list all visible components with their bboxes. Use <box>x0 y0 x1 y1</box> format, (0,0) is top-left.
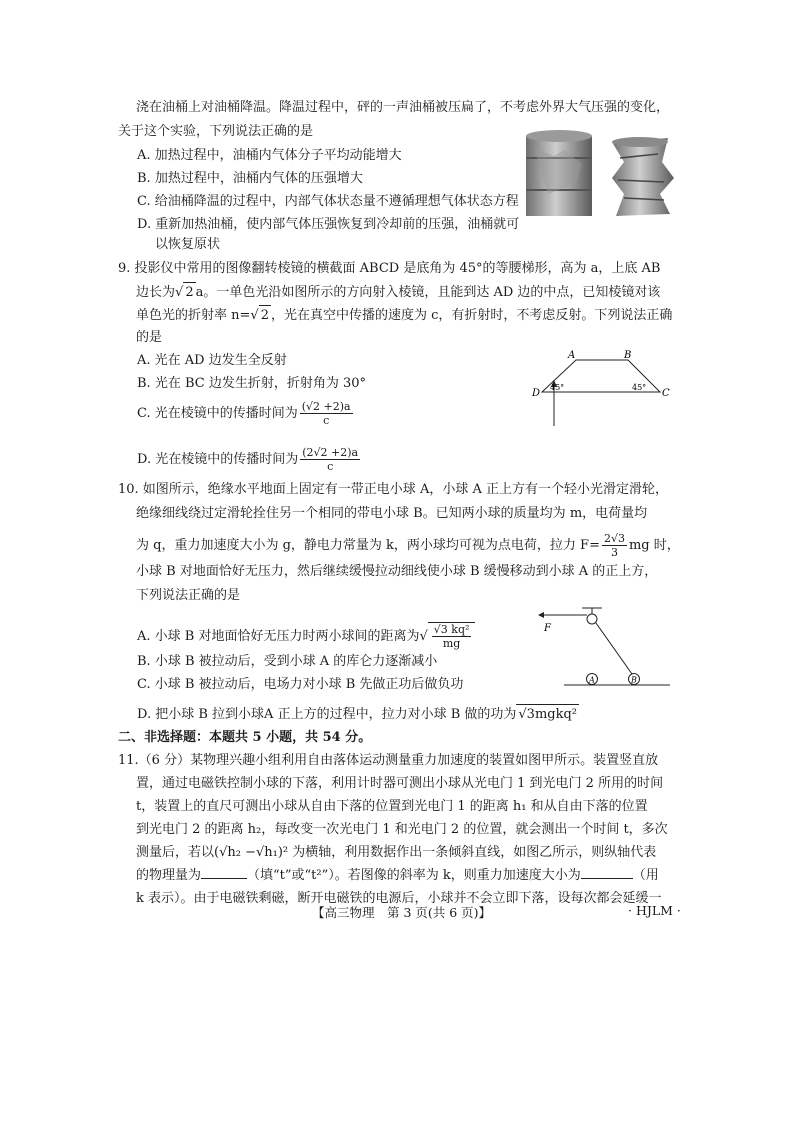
crushed-barrel-image <box>612 137 674 216</box>
q11-stem-line3: t，装置上的直尺可测出小球从自由下落的位置到光电门 1 的距离 h₁ 和从自由下落的位置 <box>136 799 648 814</box>
fraction: $\frac{(√2 +2)a}{c}$ <box>301 400 351 427</box>
q10-option-d: D. 把小球 B 拉到小球A 正上方的过程中，拉力对小球 B 做的功为 √3mgkq² <box>137 704 579 725</box>
force-label-f: F <box>544 623 551 634</box>
section-heading: 二、非选择题：本题共 5 小题，共 54 分。 <box>118 730 372 745</box>
ball-b-label: B <box>631 675 637 685</box>
pulley-diagram <box>534 604 674 690</box>
intact-barrel-image <box>526 130 592 216</box>
sqrt-sign: √ <box>250 308 259 323</box>
label-b: B <box>624 350 632 361</box>
footer-code: · HJLM · <box>628 903 681 918</box>
label-c: C <box>662 388 670 399</box>
q10-option-a: A. 小球 B 对地面恰好无压力时两小球间的距离为√ $\frac{\text{√3 kq²}}{mg}$ <box>137 622 475 650</box>
answer-blank-2 <box>581 866 633 879</box>
q9-stem-line3: 单色光的折射率 n=√ 2 ，光在真空中传播的速度为 c，有折射时，不考虑反射。下列说法正确 <box>136 305 672 326</box>
q11-stem-line2: 置，通过电磁铁控制小球的下落，利用计时器可测出小球从光电门 1 到光电门 2 所用的时间 <box>136 776 664 791</box>
oil-barrel-photo <box>520 128 680 220</box>
q8-option-a: A. 加热过程中，油桶内气体分子平均动能增大 <box>137 148 402 163</box>
q11-stem-line7: k 表示）。由于电磁铁剩磁，断开电磁铁的电源后，小球并不会立即下落，设每次都会延缓一 <box>136 891 662 906</box>
q8-option-b: B. 加热过程中，油桶内气体的压强增大 <box>137 171 363 186</box>
force-arrowhead <box>538 612 544 618</box>
q8-option-d: D. 重新加热油桶，使内部气体压强恢复到冷却前的压强，油桶就可 <box>137 217 520 232</box>
rope-slanted <box>596 623 632 674</box>
label-d: D <box>532 388 541 399</box>
label-a: A <box>568 350 576 361</box>
q10-stem-line3: 为 q，重力加速度大小为 g，静电力常量为 k，两小球均可视为点电荷，拉力 F= $\frac{2√3}{3}$ mg 时， <box>136 532 680 559</box>
sqrt-sign: √ <box>175 285 184 300</box>
fraction: $\frac{2√3}{3}$ <box>603 532 625 559</box>
angle-label-left: 45° <box>550 383 565 392</box>
fraction: $\frac{(2√2 +2)a}{c}$ <box>302 446 359 473</box>
q11-stem-line4: 到光电门 2 的距离 h₂，每改变一次光电门 1 和光电门 2 的位置，就会测出一个时间 t，多次 <box>136 822 668 837</box>
q9-stem-line4: 的是 <box>136 330 163 345</box>
q8-option-d-cont: 以恢复原状 <box>155 237 221 252</box>
q9-stem-line1: 9. 投影仪中常用的图像翻转棱镜的横截面 ABCD 是底角为 45°的等腰梯形，高为 a，上底 AB <box>118 261 661 276</box>
q11-stem-line6: 的物理量为 （填“t”或“t²”）。若图像的斜率为 k，则重力加速度大小为 （用 <box>136 868 659 883</box>
q10-option-c: C. 小球 B 被拉动后，电场力对小球 B 先做正功后做负功 <box>137 677 464 692</box>
angle-label-right: 45° <box>632 383 647 392</box>
q11-stem-line1: 11.（6 分）某物理兴趣小组利用自由落体运动测量重力加速度的装置如图甲所示。装置竖直放 <box>118 753 659 768</box>
q9-option-a: A. 光在 AD 边发生全反射 <box>137 353 287 368</box>
q10-option-b: B. 小球 B 被拉动后，受到小球 A 的库仑力逐渐减小 <box>137 654 438 669</box>
q8-line1: 浇在油桶上对油桶降温。降温过程中，砰的一声油桶被压扁了，不考虑外界大气压强的变化， <box>136 100 670 115</box>
page-footer: 【高三物理 第 3 页(共 6 页)】 <box>312 905 492 920</box>
q11-stem-line5: 测量后，若以(√h₂ −√h₁)² 为横轴，利用数据作出一条倾斜直线，如图乙所示，则纵轴代表 <box>136 845 657 860</box>
q10-stem-line1: 10. 如图所示，绝缘水平地面上固定有一带正电小球 A，小球 A 正上方有一个轻小光滑定滑轮， <box>118 482 668 497</box>
q9-option-d: D. 光在棱镜中的传播时间为 $\frac{(2√2 +2)a}{c}$ <box>137 446 359 473</box>
q9-option-b: B. 光在 BC 边发生折射，折射角为 30° <box>137 376 366 391</box>
q9-option-c: C. 光在棱镜中的传播时间为 $\frac{(√2 +2)a}{c}$ <box>137 400 351 427</box>
q9-stem-line2: 边长为√ 2 a。一单色光沿如图所示的方向射入棱镜，且能到达 AD 边的中点，已知棱镜对该 <box>136 282 660 303</box>
prism-diagram <box>528 346 678 428</box>
pulley-wheel <box>587 614 597 624</box>
sqrt-sign: √ <box>419 629 428 644</box>
ball-a-label: A <box>589 675 595 685</box>
q8-option-c: C. 给油桶降温的过程中，内部气体状态量不遵循理想气体状态方程 <box>137 194 519 209</box>
q10-stem-line5: 下列说法正确的是 <box>136 588 241 603</box>
q8-line2: 关于这个实验，下列说法正确的是 <box>118 124 314 139</box>
answer-blank-1 <box>201 866 247 879</box>
q10-stem-line2: 绝缘细线绕过定滑轮拴住另一个相同的带电小球 B。已知两小球的质量均为 m，电荷量均 <box>136 506 648 521</box>
q10-stem-line4: 小球 B 对地面恰好无压力，然后继续缓慢拉动细线使小球 B 缓慢移动到小球 A 的正上方， <box>136 564 658 579</box>
fraction: $\frac{\text{√3 kq²}}{mg}$ <box>433 623 470 650</box>
